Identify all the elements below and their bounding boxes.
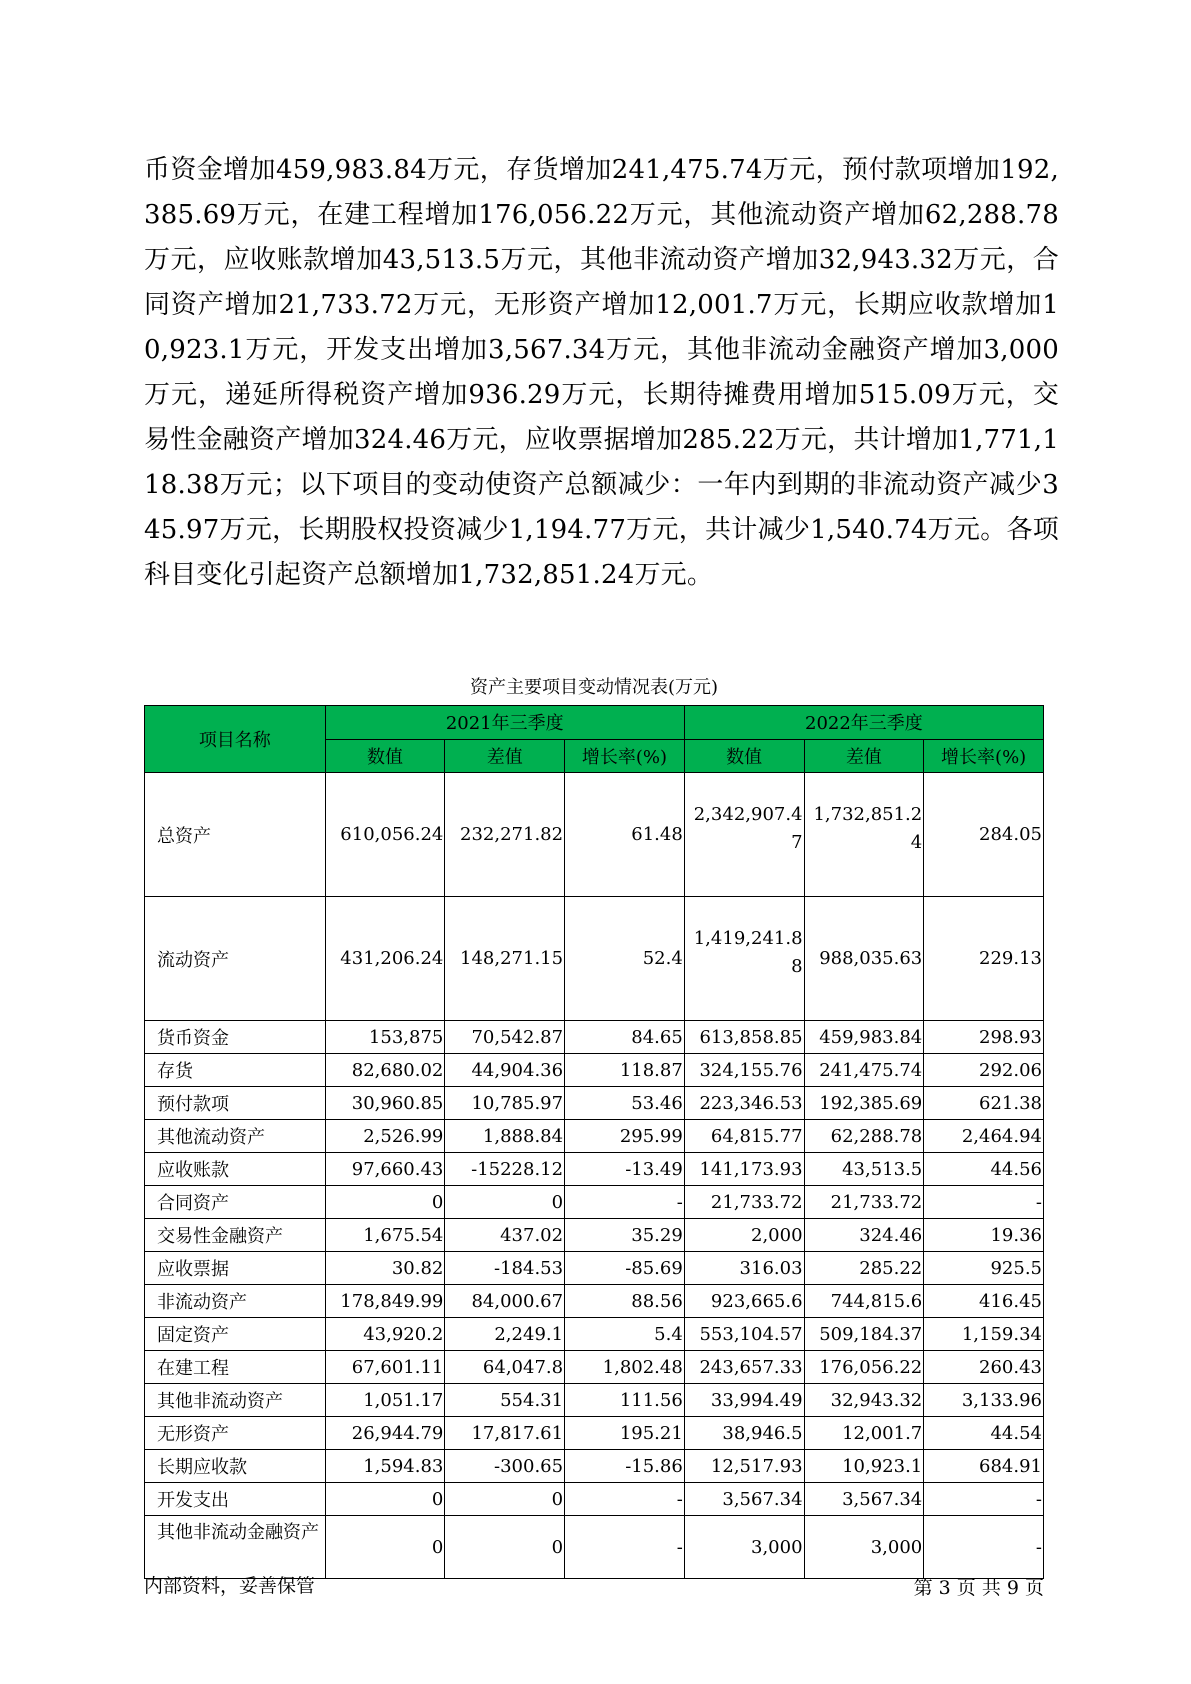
cell-diff-2022: 176,056.22 [804, 1351, 924, 1384]
cell-diff-2022: 32,943.32 [804, 1384, 924, 1417]
cell-rate-2021: 5.4 [565, 1318, 685, 1351]
cell-value-2022: 21,733.72 [684, 1186, 804, 1219]
cell-rate-2022: 2,464.94 [924, 1120, 1044, 1153]
cell-rate-2021: -85.69 [565, 1252, 685, 1285]
cell-value-2021: 1,051.17 [325, 1384, 445, 1417]
cell-rate-2021: 195.21 [565, 1417, 685, 1450]
cell-rate-2022: 1,159.34 [924, 1318, 1044, 1351]
row-name: 在建工程 [145, 1351, 326, 1384]
cell-rate-2021: 118.87 [565, 1054, 685, 1087]
cell-diff-2022: 12,001.7 [804, 1417, 924, 1450]
footer-confidential-note: 内部资料，妥善保管 [144, 1575, 316, 1597]
cell-rate-2022: 416.45 [924, 1285, 1044, 1318]
cell-rate-2022: - [924, 1186, 1044, 1219]
cell-value-2022: 3,000 [684, 1516, 804, 1579]
cell-diff-2022: 10,923.1 [804, 1450, 924, 1483]
cell-diff-2022: 744,815.6 [804, 1285, 924, 1318]
cell-value-2021: 30,960.85 [325, 1087, 445, 1120]
table-row [145, 1054, 1044, 1087]
row-name: 流动资产 [145, 897, 326, 1021]
footer-page-number: 第 3 页 共 9 页 [913, 1577, 1044, 1599]
cell-value-2021: 431,206.24 [325, 897, 445, 1021]
cell-value-2022: 1,419,241.88 [684, 897, 804, 1021]
cell-diff-2022: 3,567.34 [804, 1483, 924, 1516]
cell-diff-2021: -184.53 [445, 1252, 565, 1285]
cell-value-2021: 67,601.11 [325, 1351, 445, 1384]
cell-rate-2022: - [924, 1516, 1044, 1579]
cell-rate-2022: 229.13 [924, 897, 1044, 1021]
cell-value-2021: 43,920.2 [325, 1318, 445, 1351]
table-row [145, 773, 1044, 897]
cell-value-2022: 141,173.93 [684, 1153, 804, 1186]
cell-value-2021: 97,660.43 [325, 1153, 445, 1186]
cell-rate-2022: 298.93 [924, 1021, 1044, 1054]
table-header-row [145, 706, 1044, 740]
cell-rate-2021: 1,802.48 [565, 1351, 685, 1384]
row-name: 交易性金融资产 [145, 1219, 326, 1252]
cell-diff-2021: 2,249.1 [445, 1318, 565, 1351]
row-name: 开发支出 [145, 1483, 326, 1516]
table-row [145, 1087, 1044, 1120]
cell-diff-2022: 43,513.5 [804, 1153, 924, 1186]
cell-value-2021: 0 [325, 1516, 445, 1579]
cell-value-2021: 82,680.02 [325, 1054, 445, 1087]
subheader-diff: 差值 [804, 739, 924, 773]
subheader-value: 数值 [325, 739, 445, 773]
cell-value-2022: 324,155.76 [684, 1054, 804, 1087]
header-period-2021: 2021年三季度 [325, 706, 684, 740]
cell-value-2022: 613,858.85 [684, 1021, 804, 1054]
cell-value-2021: 26,944.79 [325, 1417, 445, 1450]
cell-rate-2021: 53.46 [565, 1087, 685, 1120]
header-period-2022: 2022年三季度 [684, 706, 1043, 740]
assets-change-table [144, 705, 1044, 1579]
table-row [145, 1153, 1044, 1186]
cell-diff-2021: 0 [445, 1186, 565, 1219]
row-name: 货币资金 [145, 1021, 326, 1054]
table-row [145, 1417, 1044, 1450]
table-row [145, 1252, 1044, 1285]
cell-rate-2022: 44.54 [924, 1417, 1044, 1450]
cell-rate-2021: - [565, 1186, 685, 1219]
cell-diff-2021: 84,000.67 [445, 1285, 565, 1318]
subheader-rate: 增长率(%) [924, 739, 1044, 773]
cell-diff-2021: 17,817.61 [445, 1417, 565, 1450]
cell-rate-2021: 61.48 [565, 773, 685, 897]
table-row [145, 1186, 1044, 1219]
cell-diff-2022: 509,184.37 [804, 1318, 924, 1351]
cell-diff-2022: 1,732,851.24 [804, 773, 924, 897]
cell-diff-2021: -15228.12 [445, 1153, 565, 1186]
cell-rate-2021: -15.86 [565, 1450, 685, 1483]
row-name: 非流动资产 [145, 1285, 326, 1318]
cell-rate-2022: - [924, 1483, 1044, 1516]
cell-rate-2022: 260.43 [924, 1351, 1044, 1384]
cell-value-2022: 2,000 [684, 1219, 804, 1252]
cell-value-2022: 64,815.77 [684, 1120, 804, 1153]
cell-diff-2021: 70,542.87 [445, 1021, 565, 1054]
cell-rate-2021: 52.4 [565, 897, 685, 1021]
cell-value-2021: 0 [325, 1483, 445, 1516]
cell-diff-2022: 324.46 [804, 1219, 924, 1252]
cell-diff-2021: -300.65 [445, 1450, 565, 1483]
cell-rate-2021: 295.99 [565, 1120, 685, 1153]
cell-rate-2021: 111.56 [565, 1384, 685, 1417]
cell-diff-2021: 232,271.82 [445, 773, 565, 897]
cell-value-2021: 30.82 [325, 1252, 445, 1285]
row-name: 其他非流动资产 [145, 1384, 326, 1417]
cell-value-2021: 178,849.99 [325, 1285, 445, 1318]
cell-rate-2022: 44.56 [924, 1153, 1044, 1186]
subheader-value: 数值 [684, 739, 804, 773]
cell-rate-2022: 925.5 [924, 1252, 1044, 1285]
cell-value-2022: 923,665.6 [684, 1285, 804, 1318]
cell-rate-2021: - [565, 1516, 685, 1579]
row-name: 应收票据 [145, 1252, 326, 1285]
row-name: 固定资产 [145, 1318, 326, 1351]
row-name: 存货 [145, 1054, 326, 1087]
row-name: 预付款项 [145, 1087, 326, 1120]
subheader-diff: 差值 [445, 739, 565, 773]
cell-diff-2021: 44,904.36 [445, 1054, 565, 1087]
cell-diff-2021: 437.02 [445, 1219, 565, 1252]
cell-rate-2021: -13.49 [565, 1153, 685, 1186]
cell-diff-2022: 62,288.78 [804, 1120, 924, 1153]
table-row [145, 1450, 1044, 1483]
table-row [145, 1120, 1044, 1153]
table-row [145, 1318, 1044, 1351]
cell-rate-2022: 3,133.96 [924, 1384, 1044, 1417]
cell-diff-2021: 64,047.8 [445, 1351, 565, 1384]
cell-value-2022: 33,994.49 [684, 1384, 804, 1417]
cell-rate-2021: 84.65 [565, 1021, 685, 1054]
cell-diff-2021: 0 [445, 1483, 565, 1516]
cell-value-2022: 12,517.93 [684, 1450, 804, 1483]
row-name: 应收账款 [145, 1153, 326, 1186]
cell-value-2021: 0 [325, 1186, 445, 1219]
cell-diff-2022: 988,035.63 [804, 897, 924, 1021]
cell-diff-2022: 241,475.74 [804, 1054, 924, 1087]
cell-value-2021: 153,875 [325, 1021, 445, 1054]
cell-diff-2021: 554.31 [445, 1384, 565, 1417]
table-row [145, 1285, 1044, 1318]
table-row [145, 1516, 1044, 1579]
row-name: 总资产 [145, 773, 326, 897]
cell-value-2022: 3,567.34 [684, 1483, 804, 1516]
cell-diff-2021: 0 [445, 1516, 565, 1579]
row-name: 其他流动资产 [145, 1120, 326, 1153]
cell-diff-2022: 459,983.84 [804, 1021, 924, 1054]
cell-diff-2021: 10,785.97 [445, 1087, 565, 1120]
cell-rate-2022: 621.38 [924, 1087, 1044, 1120]
cell-value-2022: 2,342,907.47 [684, 773, 804, 897]
table-row [145, 1021, 1044, 1054]
table-row [145, 1483, 1044, 1516]
cell-value-2021: 1,594.83 [325, 1450, 445, 1483]
table-caption: 资产主要项目变动情况表(万元) [469, 677, 719, 698]
cell-rate-2022: 684.91 [924, 1450, 1044, 1483]
body-paragraph: 币资金增加459,983.84万元，存货增加241,475.74万元，预付款项增加192,385.69万元，在建工程增加176,056.22万元，其他流动资产增加62,288.78万元，应收账款增加43,513.5万元，其他非流动资产增加32,943.32万元，合同资产增加21,733.72万元，无形资产增加12,001.7万元，长期应收款增加10,923.1万元，开发支出增加3,567.34万元，其他非流动金融资产增加3,000万元，递延所得税资产增加936.29万元，长期待摊费用增加515.09万元，交易性金融资产增加324.46万元，应收票据增加285.22万元，共计增加1,771,118.38万元；以下项目的变动使资产总额减少：一年内到期的非流动资产减少345.97万元，长期股权投资减少1,194.77万元，共计减少1,540.74万元。各项科目变化引起资产总额增加1,732,851.24万元。 [144, 155, 1059, 590]
cell-rate-2022: 292.06 [924, 1054, 1044, 1087]
cell-value-2022: 316.03 [684, 1252, 804, 1285]
cell-rate-2022: 19.36 [924, 1219, 1044, 1252]
cell-value-2022: 38,946.5 [684, 1417, 804, 1450]
cell-value-2021: 2,526.99 [325, 1120, 445, 1153]
cell-value-2022: 553,104.57 [684, 1318, 804, 1351]
cell-value-2022: 243,657.33 [684, 1351, 804, 1384]
header-item-name: 项目名称 [145, 706, 326, 773]
row-name: 合同资产 [145, 1186, 326, 1219]
cell-value-2022: 223,346.53 [684, 1087, 804, 1120]
cell-diff-2022: 3,000 [804, 1516, 924, 1579]
row-name: 长期应收款 [145, 1450, 326, 1483]
cell-rate-2021: 35.29 [565, 1219, 685, 1252]
cell-rate-2022: 284.05 [924, 773, 1044, 897]
cell-diff-2021: 1,888.84 [445, 1120, 565, 1153]
cell-value-2021: 610,056.24 [325, 773, 445, 897]
row-name: 无形资产 [145, 1417, 326, 1450]
row-name: 其他非流动金融资产 [145, 1516, 326, 1579]
subheader-rate: 增长率(%) [565, 739, 685, 773]
cell-rate-2021: - [565, 1483, 685, 1516]
cell-diff-2022: 285.22 [804, 1252, 924, 1285]
cell-diff-2022: 21,733.72 [804, 1186, 924, 1219]
table-row [145, 1384, 1044, 1417]
table-row [145, 1219, 1044, 1252]
cell-diff-2022: 192,385.69 [804, 1087, 924, 1120]
cell-rate-2021: 88.56 [565, 1285, 685, 1318]
table-row [145, 1351, 1044, 1384]
cell-diff-2021: 148,271.15 [445, 897, 565, 1021]
table-row [145, 897, 1044, 1021]
cell-value-2021: 1,675.54 [325, 1219, 445, 1252]
